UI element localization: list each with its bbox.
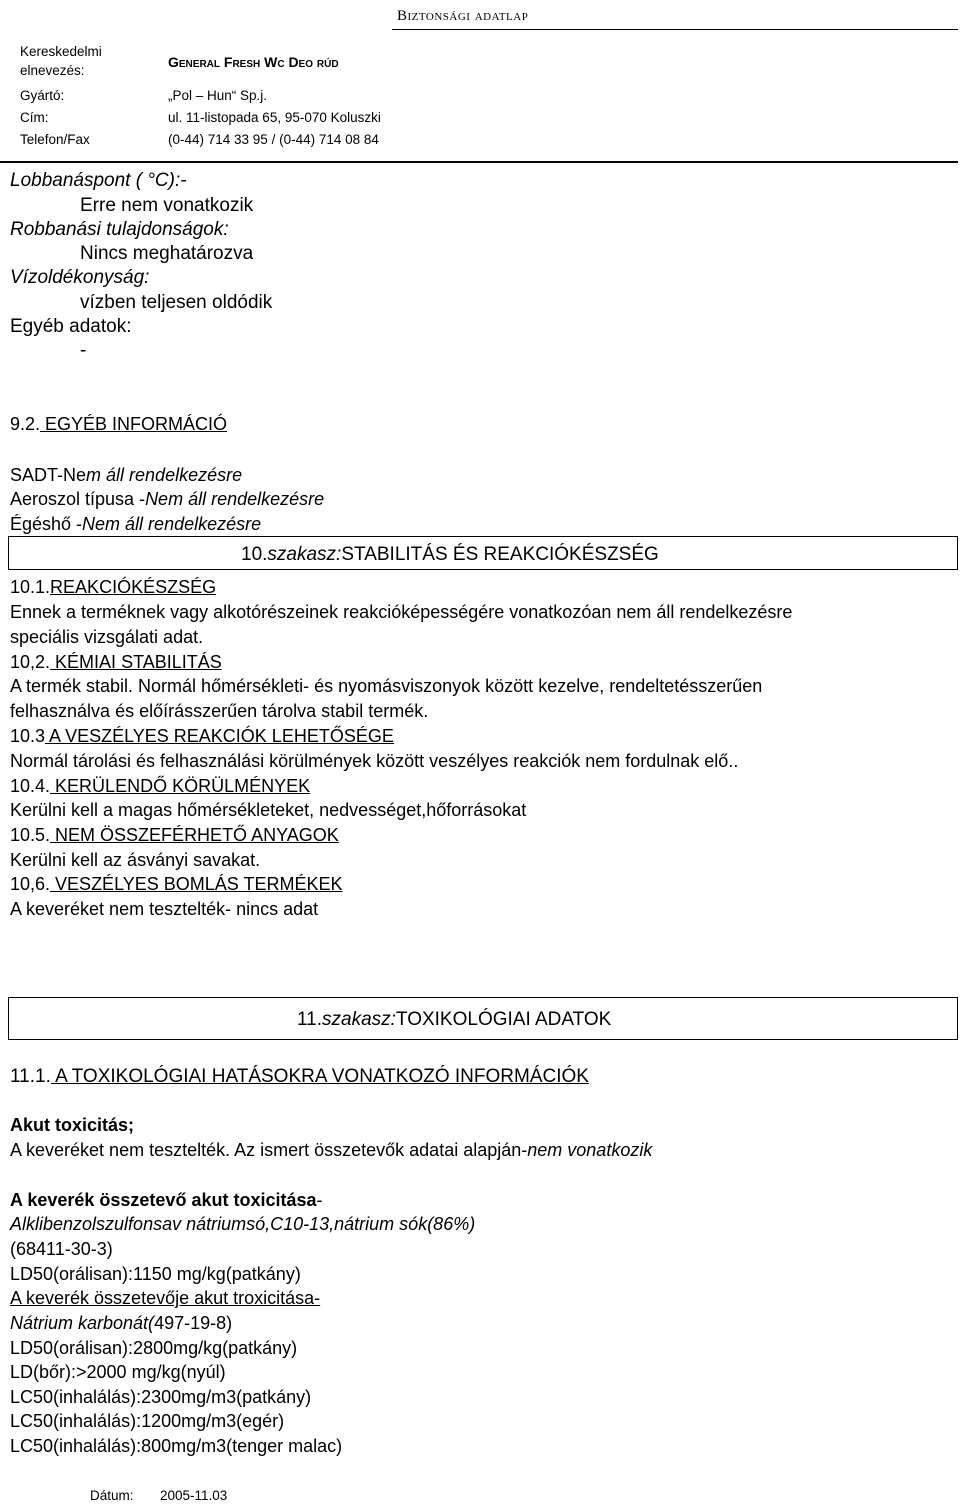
address-value: ul. 11-listopada 65, 95-070 Koluszki — [168, 110, 381, 125]
incompatible-materials-text: Kerülni kell az ásványi savakat. — [10, 850, 261, 870]
stability-text-line2: felhasználva és előírásszerűen tárolva stabil termék. — [10, 701, 429, 721]
heading-10-5 — [10, 825, 339, 846]
heading-10-4-title: KERÜLENDŐ KÖRÜLMÉNYEK — [50, 776, 311, 796]
component-2-ld-skin: LD(bőr):>2000 mg/kg(nyúl) — [10, 1362, 226, 1382]
stability-short: A termék stabil. — [10, 676, 134, 696]
section-11-title-box — [8, 997, 958, 1040]
conditions-to-avoid-text: Kerülni kell a magas hőmérsékleteket, nedvességet,hőforrásokat — [10, 800, 527, 820]
component-2-lc50-mouse: LC50(inhalálás):1200mg/m3(egér) — [10, 1411, 285, 1431]
flash-point-label: Lobbanáspont ( °C):- — [10, 170, 187, 191]
section-11-number: 11. — [297, 1009, 323, 1030]
heading-11-1-title: A TOXIKOLÓGIAI HATÁSOKRA VONATKOZÓ INFORMÁCIÓK — [50, 1066, 589, 1087]
explosive-value: Nincs meghatározva — [80, 243, 254, 264]
heading-10-1-title: REAKCIÓKÉSZSÉG — [50, 577, 217, 597]
trade-name-value: General Fresh Wc Deo rúd — [168, 54, 339, 70]
component-2-name-text: Nátrium karbonát( — [10, 1313, 155, 1333]
hazardous-reactions-text: Normál tárolási és felhasználási körülmények között veszélyes reakciók nem fordulnak elő.. — [10, 751, 739, 771]
component-2-cas: 497-19-8) — [154, 1313, 233, 1333]
heading-10-5-title: NEM ÖSSZEFÉRHETŐ ANYAGOK — [50, 825, 339, 845]
reactivity-text-line1: Ennek a terméknek vagy alkotórészeinek reakcióképességére vonatkozóan nem áll rendelkezésre — [10, 602, 793, 622]
section-11-name: TOXIKOLÓGIAI ADATOK — [395, 1009, 612, 1030]
footer-date-label: Dátum: — [90, 1488, 134, 1503]
heading-10-2-title: KÉMIAI STABILITÁS — [50, 652, 222, 672]
acute-toxicity-heading: Akut toxicitás; — [10, 1115, 135, 1135]
aerosol-label: Aeroszol típusa - — [10, 489, 146, 509]
heading-10-6-number: 10,6. — [10, 874, 51, 894]
other-data-label: Egyéb adatok: — [10, 316, 132, 337]
section-10-word: szakasz: — [267, 544, 342, 565]
water-solubility-label: Vízoldékonyság: — [10, 267, 150, 288]
heading-10-4-number: 10.4. — [10, 776, 51, 796]
trade-name-label-line2: elnevezés: — [20, 63, 85, 78]
heading-10-1-number: 10.1. — [10, 577, 51, 597]
sadt-label: SADT-Ne — [10, 465, 87, 485]
component-2-ld50-oral: LD50(orálisan):2800mg/kg(patkány) — [10, 1338, 298, 1358]
manufacturer-label: Gyártó: — [20, 88, 65, 103]
component-1-ld50: LD50(orálisan):1150 mg/kg(patkány) — [10, 1264, 301, 1284]
heat-of-combustion-label: Égéshő - — [10, 514, 83, 534]
section-9-2-heading — [10, 414, 227, 435]
heading-11-1-number: 11.1. — [10, 1066, 51, 1087]
component-toxicity-heading — [10, 1190, 323, 1211]
heading-10-4 — [10, 776, 310, 797]
decomposition-products-text: A keveréket nem tesztelték- nincs adat — [10, 899, 319, 919]
aerosol-line — [10, 489, 324, 510]
water-solubility-value: vízben teljesen oldódik — [80, 292, 273, 313]
heat-of-combustion-line — [10, 514, 261, 535]
acute-toxicity-value: nem vonatkozik — [527, 1140, 653, 1160]
heading-10-3-number: 10.3 — [10, 726, 46, 746]
heading-10-1 — [10, 577, 216, 598]
heading-10-3-title: A VESZÉLYES REAKCIÓK LEHETŐSÉGE — [45, 726, 394, 746]
section-9-2-title: EGYÉB INFORMÁCIÓ — [40, 414, 228, 434]
document-title: Biztonsági adatlap — [397, 8, 529, 24]
section-10-number: 10. — [241, 544, 268, 565]
footer-date-value: 2005-11.03 — [160, 1488, 228, 1503]
trade-name-label-line1: Kereskedelmi — [20, 44, 102, 59]
component-2-lc50-rat: LC50(inhalálás):2300mg/m3(patkány) — [10, 1387, 312, 1407]
heading-10-2 — [10, 652, 222, 673]
acute-toxicity-note: A keveréket nem tesztelték. Az ismert összetevők adatai alapján- — [10, 1140, 528, 1160]
acute-toxicity-text — [10, 1140, 652, 1161]
heading-10-3 — [10, 726, 394, 747]
component-2-heading: A keverék összetevője akut troxicitása- — [10, 1288, 321, 1308]
sadt-value: m áll rendelkezésre — [86, 465, 243, 485]
heat-of-combustion-value: Nem áll rendelkezésre — [82, 514, 262, 534]
component-1-name: Alklibenzolszulfonsav nátriumsó,C10-13,nátrium sók(86%) — [10, 1214, 476, 1234]
component-toxicity-title: A keverék összetevő akut toxicitása — [10, 1190, 317, 1210]
section-11-word: szakasz: — [322, 1009, 396, 1030]
reactivity-text-line2: speciális vizsgálati adat. — [10, 627, 204, 647]
flash-point-value: Erre nem vonatkozik — [80, 195, 254, 216]
heading-10-6-title: VESZÉLYES BOMLÁS TERMÉKEK — [50, 874, 343, 894]
component-2-lc50-guinea-pig: LC50(inhalálás):800mg/m3(tenger malac) — [10, 1436, 343, 1456]
header-divider — [0, 161, 958, 163]
title-divider — [392, 29, 958, 30]
aerosol-value: Nem áll rendelkezésre — [145, 489, 325, 509]
address-label: Cím: — [20, 110, 49, 125]
component-toxicity-dash: - — [316, 1190, 323, 1210]
heading-10-6 — [10, 874, 342, 895]
other-data-value: - — [80, 340, 87, 361]
section-10-title-box — [8, 536, 958, 570]
heading-10-5-number: 10.5. — [10, 825, 51, 845]
component-1-cas: (68411-30-3) — [10, 1239, 113, 1259]
section-9-2-number: 9.2. — [10, 414, 41, 434]
manufacturer-value: „Pol – Hun“ Sp.j. — [168, 88, 268, 103]
explosive-label: Robbanási tulajdonságok: — [10, 219, 229, 240]
heading-11-1 — [10, 1066, 589, 1088]
stability-long: Normál hőmérsékleti- és nyomásviszonyok között kezelve, rendeltetésszerűen — [133, 676, 763, 696]
stability-text-line1 — [10, 676, 762, 697]
heading-10-2-number: 10,2. — [10, 652, 51, 672]
phone-value: (0-44) 714 33 95 / (0-44) 714 08 84 — [168, 132, 379, 147]
phone-label: Telefon/Fax — [20, 132, 90, 147]
section-10-title — [241, 544, 659, 566]
sadt-line — [10, 465, 242, 486]
section-11-title — [297, 1009, 611, 1031]
component-2-name — [10, 1313, 232, 1334]
section-10-name: STABILITÁS ÉS REAKCIÓKÉSZSÉG — [341, 544, 659, 565]
